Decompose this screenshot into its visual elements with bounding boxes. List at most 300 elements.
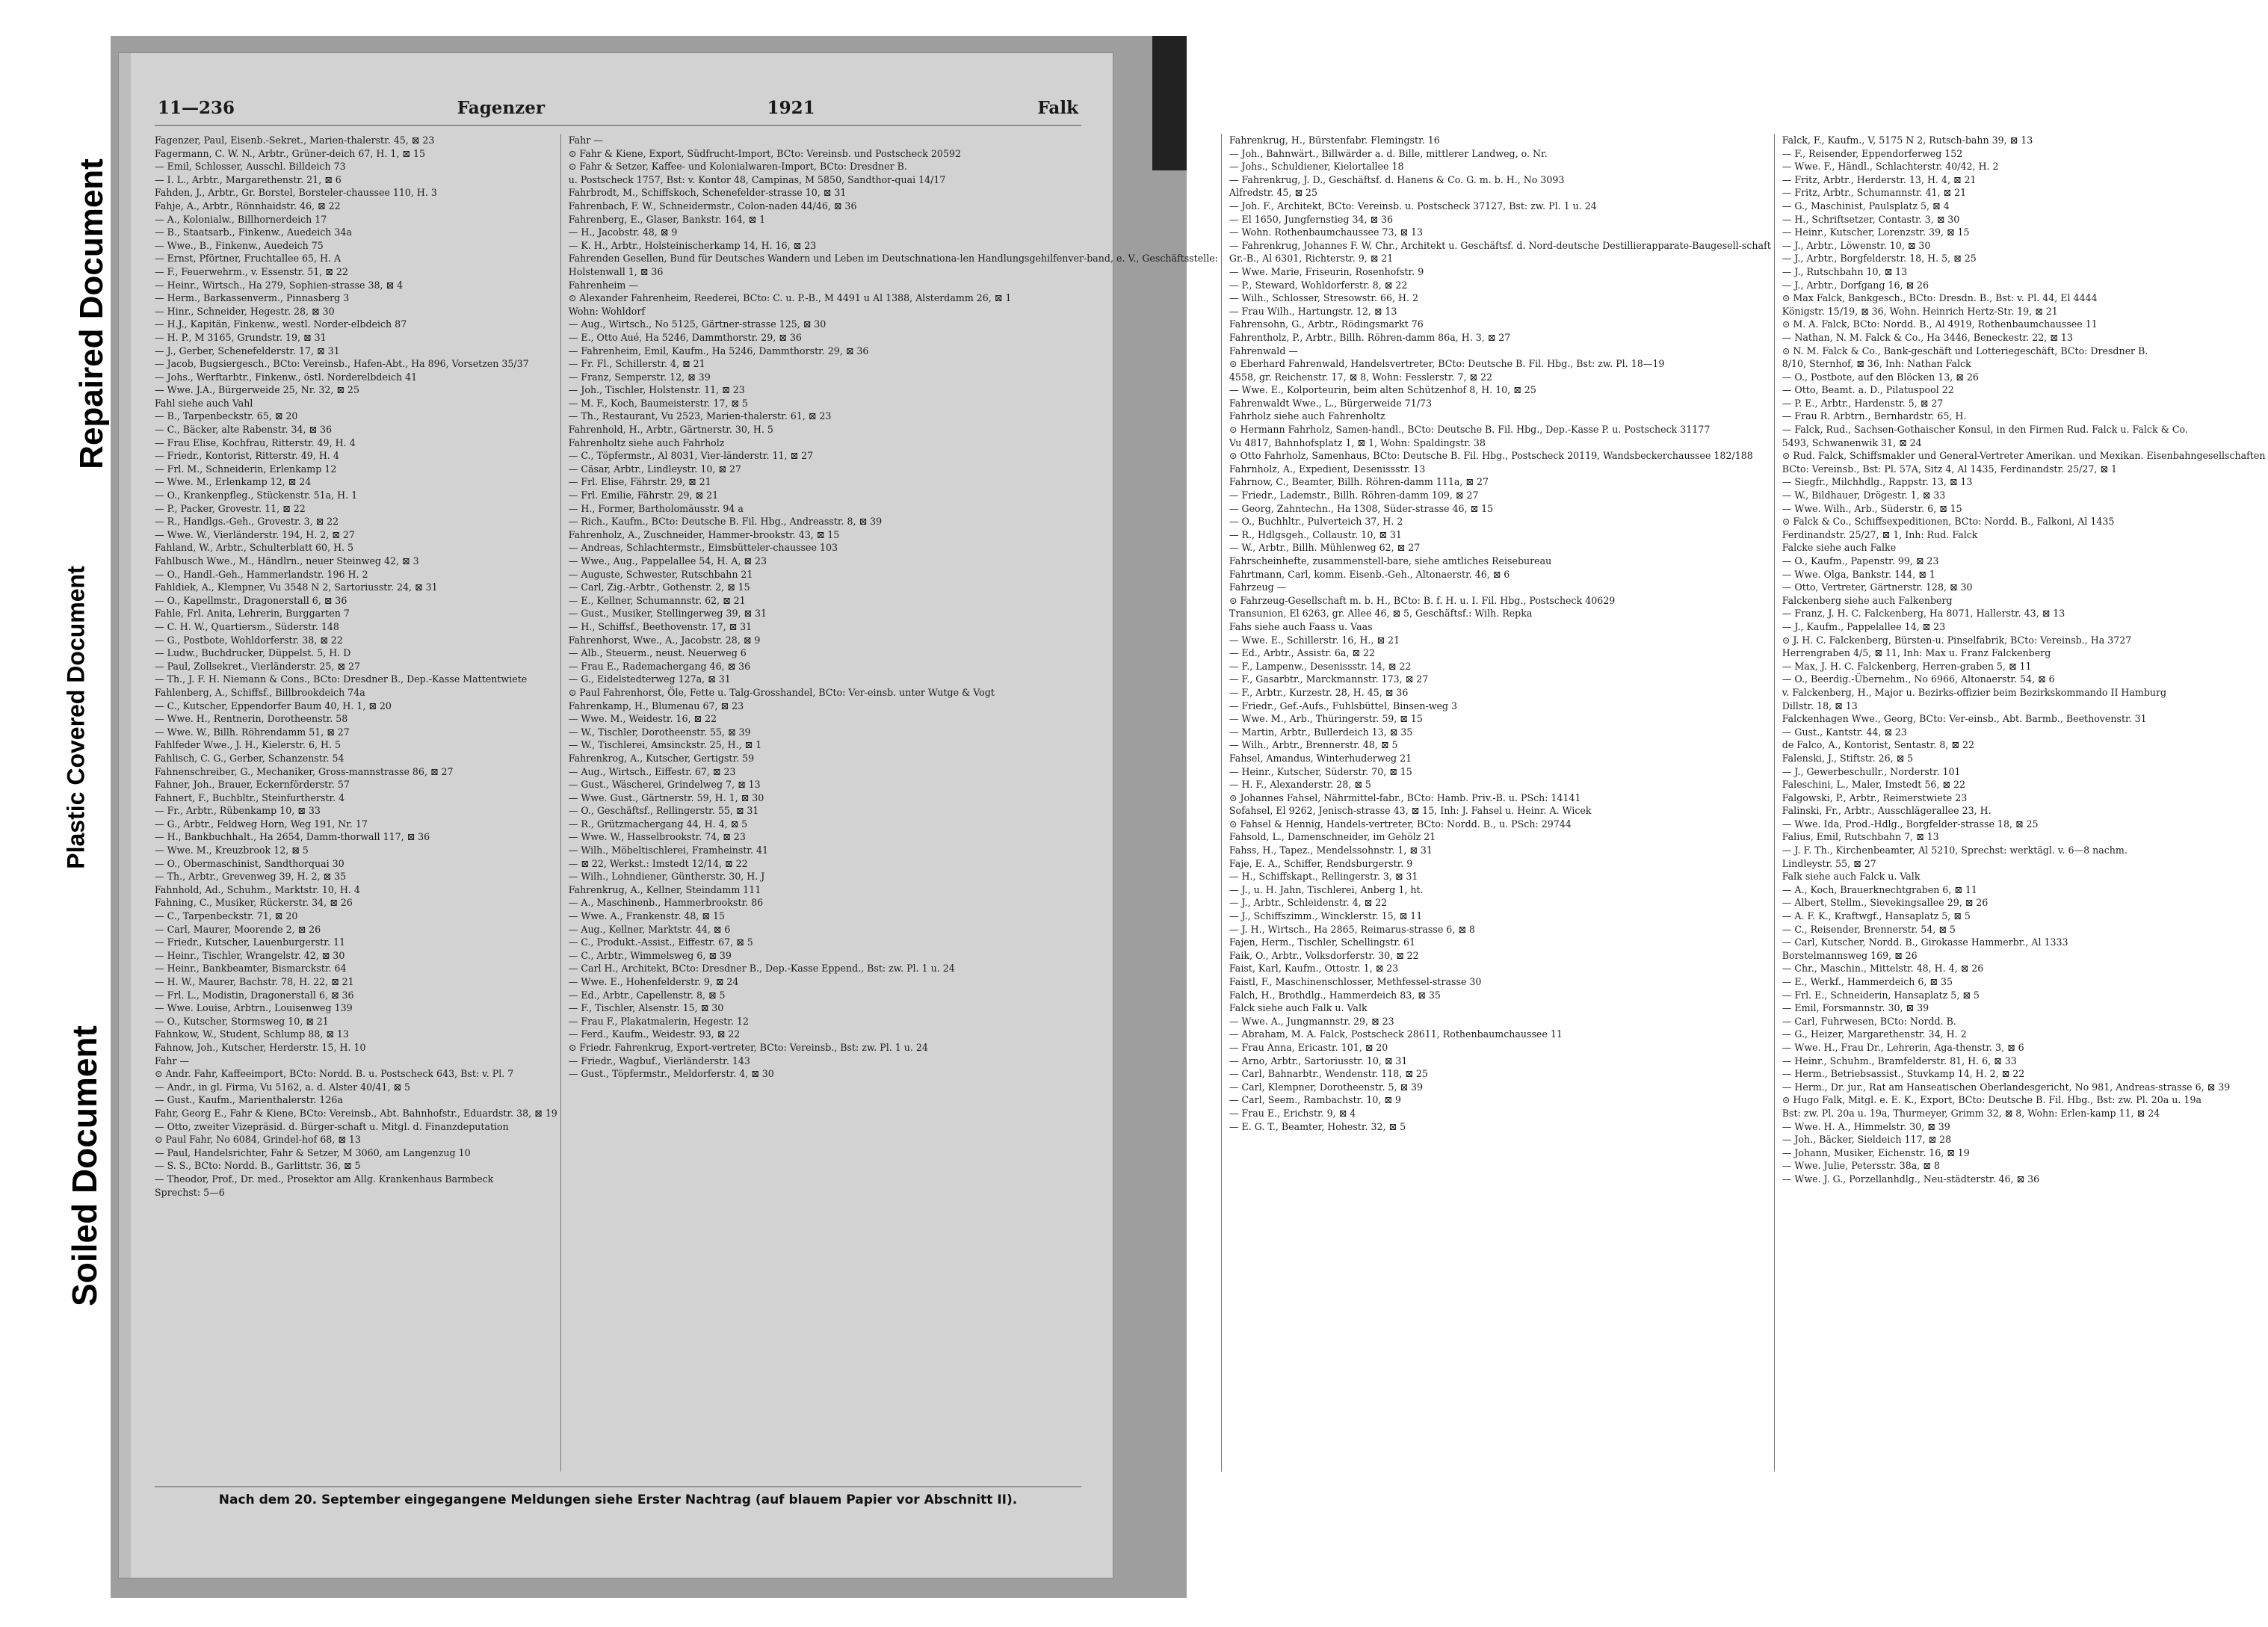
directory-entry: — Th., J. F. H. Niemann & Cons., BCto: Dresdner B., Dep.-Kasse Mattentwiete <box>155 673 528 685</box>
header-year: 1921 <box>767 98 815 118</box>
directory-entry: Fagenzer, Paul, Eisenb.-Sekret., Marien-thalerstr. 45, ⊠ 23 <box>155 135 435 146</box>
directory-entry: — Fahrenkrug, J. D., Geschäftsf. d. Hanens & Co. G. m. b. H., No 3093 <box>1229 173 1565 185</box>
directory-entry: Fahnert, F., Buchbltr., Steinfurtherstr. 4 <box>155 791 345 803</box>
directory-entry: — W., Tischler, Dorotheenstr. 55, ⊠ 39 <box>568 726 751 738</box>
directory-entry: ⊙ Hugo Falk, Mitgl. e. E. K., Export, BCto: Deutsche B. Fil. Hbg., Bst: zw. Pl. 20a u. 19a <box>1782 1094 2201 1106</box>
directory-entry: — Ernst, Pförtner, Fruchtallee 65, H. A <box>155 253 342 265</box>
directory-entry: — Aug., Wirtsch., Eiffestr. 67, ⊠ 23 <box>568 765 736 777</box>
directory-entry: — Friedr., Gef.-Aufs., Fuhlsbüttel, Binsen-weg 3 <box>1229 700 1458 711</box>
directory-entry: Lindleystr. 55, ⊠ 27 <box>1782 857 1876 869</box>
directory-entry: — O., Beerdig.-Übernehm., No 6966, Altonaerstr. 54, ⊠ 6 <box>1782 673 2055 685</box>
directory-entry: — A., Maschinenb., Hammerbrookstr. 86 <box>568 897 764 909</box>
directory-entry: — W., Bildhauer, Drögestr. 1, ⊠ 33 <box>1782 490 1946 501</box>
directory-entry: Fahs siehe auch Faass u. Vaas <box>1229 620 1373 632</box>
directory-entry: — Friedr., Wagbuf., Vierländerstr. 143 <box>568 1055 750 1066</box>
directory-entry: — R., Hdlgsgeh., Collaustr. 10, ⊠ 31 <box>1229 528 1402 540</box>
directory-entry: Fahlenberg, A., Schiffsf., Billbrookdeich 74a <box>155 686 365 698</box>
directory-entry: — Andr., in gl. Firma, Vu 5162, a. d. Alster 40/41, ⊠ 5 <box>155 1081 411 1093</box>
directory-entry: — Aug., Kellner, Marktstr. 44, ⊠ 6 <box>568 923 731 935</box>
directory-entry: Gr.-B., Al 6301, Richterstr. 9, ⊠ 21 <box>1229 253 1394 265</box>
directory-entry: — C., Tarpenbeckstr. 71, ⊠ 20 <box>155 910 298 922</box>
directory-entry: Falckenberg siehe auch Falkenberg <box>1782 594 1953 606</box>
directory-entry: Sprechst: 5—6 <box>155 1186 225 1198</box>
directory-entry: Fajen, Herm., Tischler, Schellingstr. 61 <box>1229 936 1416 948</box>
directory-entry: Fahr, Georg E., Fahr & Kiene, BCto: Vereinsb., Abt. Bahnhofstr., Eduardstr. 38, ⊠ 19 <box>155 1107 557 1119</box>
directory-entry: — Wwe. H., Rentnerin, Dorotheenstr. 58 <box>155 713 348 725</box>
directory-entry: — F., Feuerwehrm., v. Essenstr. 51, ⊠ 22 <box>155 265 348 277</box>
directory-entry: ⊙ Fahr & Setzer, Kaffee- und Kolonialwaren-Import, BCto: Dresdner B. <box>568 161 907 173</box>
directory-entry: — Heinr., Tischler, Wrangelstr. 42, ⊠ 30 <box>155 949 345 961</box>
directory-entry: — Gust., Töpfermstr., Meldorferstr. 4, ⊠ 30 <box>568 1068 774 1080</box>
directory-entry: — Frau E., Erichstr. 9, ⊠ 4 <box>1229 1107 1356 1119</box>
directory-entry: Faje, E. A., Schiffer, Rendsburgerstr. 9 <box>1229 857 1413 869</box>
footer-notice: Nach dem 20. September eingegangene Meldungen siehe Erster Nachtrag (auf blauem Papier vor Abschnitt II). <box>155 1486 1081 1513</box>
directory-entry: Falck, F., Kaufm., V, 5175 N 2, Rutsch-bahn 39, ⊠ 13 <box>1782 135 2033 146</box>
directory-entry: — Cäsar, Arbtr., Lindleystr. 10, ⊠ 27 <box>568 463 741 475</box>
directory-entry: — El 1650, Jungfernstieg 34, ⊠ 36 <box>1229 213 1394 225</box>
directory-entry: Fahrenbach, F. W., Schneidermstr., Colon-naden 44/46, ⊠ 36 <box>568 200 857 212</box>
directory-entry: Fahnow, Joh., Kutscher, Herderstr. 15, H. 10 <box>155 1041 366 1053</box>
directory-entry: — O., Krankenpfleg., Stückenstr. 51a, H. 1 <box>155 490 358 501</box>
directory-entry: — Wwe. Julie, Petersstr. 38a, ⊠ 8 <box>1782 1160 1940 1172</box>
directory-entry: — Friedr., Kontorist, Ritterstr. 49, H. 4 <box>155 450 339 462</box>
directory-entry: — I. L., Arbtr., Margarethenstr. 21, ⊠ 6 <box>155 173 342 185</box>
directory-entry: — Nathan, N. M. Falck & Co., Ha 3446, Beneckestr. 22, ⊠ 13 <box>1782 331 2073 343</box>
directory-entry: — P., Packer, Grovestr. 11, ⊠ 22 <box>155 502 306 514</box>
directory-entry: — Franz, Semperstr. 12, ⊠ 39 <box>568 371 711 383</box>
directory-entry: ⊙ Eberhard Fahrenwald, Handelsvertreter, BCto: Deutsche B. Fil. Hbg., Bst: zw. Pl. 18—19 <box>1229 358 1665 370</box>
directory-entry: — Fahrenkrug, Johannes F. W. Chr., Architekt u. Geschäftsf. d. Nord-deutsche Destillierapparate-Baugesell-schaft <box>1229 239 1771 251</box>
directory-entry: ⊙ Friedr. Fahrenkrug, Export-vertreter, BCto: Vereinsb., Bst: zw. Pl. 1 u. 24 <box>568 1041 928 1053</box>
directory-entry: — ⊠ 22, Werkst.: Imstedt 12/14, ⊠ 22 <box>568 857 748 869</box>
directory-entry: — Wwe. J. G., Porzellanhdlg., Neu-städterstr. 46, ⊠ 36 <box>1782 1173 2040 1185</box>
directory-entry: ⊙ J. H. C. Falckenberg, Bürsten-u. Pinselfabrik, BCto: Vereinsb., Ha 3727 <box>1782 634 2132 646</box>
directory-entry: ⊙ Rud. Falck, Schiffsmakler und General-Vertreter Amerikan. und Mexikan. Eisenbahngesellschaften <box>1782 450 2266 462</box>
plastic-covered-document-label: Plastic Covered Document <box>62 566 90 869</box>
directory-entry: — J., Rutschbahn 10, ⊠ 13 <box>1782 265 1908 277</box>
directory-entry: — F., Reisender, Eppendorferweg 152 <box>1782 147 1963 159</box>
directory-entry: — C., Produkt.-Assist., Eiffestr. 67, ⊠ 5 <box>568 936 753 948</box>
directory-entry: — Wwe. W., Hasselbrookstr. 74, ⊠ 23 <box>568 831 746 843</box>
directory-entry: — Joh., Bahnwärt., Billwärder a. d. Bille, mittlerer Landweg, o. Nr. <box>1229 147 1548 159</box>
directory-entry: Fahrenkamp, H., Blumenau 67, ⊠ 23 <box>568 700 744 711</box>
directory-entry: — J., Kaufm., Pappelallee 14, ⊠ 23 <box>1782 620 1946 632</box>
directory-entry: — S. S., BCto: Nordd. B., Garlittstr. 36, ⊠ 5 <box>155 1160 361 1172</box>
directory-entry: Sofahsel, El 9262, Jenisch-strasse 43, ⊠ 15, Inh: J. Fahsel u. Heinr. A. Wicek <box>1229 805 1592 817</box>
directory-entry: — Herm., Dr. jur., Rat am Hanseatischen Oberlandesgericht, No 981, Andreas-strasse 6, ⊠ 39 <box>1782 1081 2231 1093</box>
directory-entry: — Johann, Musiker, Eichenstr. 16, ⊠ 19 <box>1782 1146 1970 1158</box>
directory-entry: — C., Töpfermstr., Al 8031, Vier-länderstr. 11, ⊠ 27 <box>568 450 814 462</box>
directory-entry: Fahrenholtz siehe auch Fahrholz <box>568 436 725 448</box>
directory-entry: ⊙ Max Falck, Bankgesch., BCto: Dresdn. B., Bst: v. Pl. 44, El 4444 <box>1782 292 2098 304</box>
directory-entry: — Johs., Schuldiener, Kielortallee 18 <box>1229 161 1404 173</box>
directory-entry: — Andreas, Schlachtermstr., Eimsbütteler-chaussee 103 <box>568 542 838 554</box>
directory-entry: — J. H., Wirtsch., Ha 2865, Reimarus-strasse 6, ⊠ 8 <box>1229 923 1475 935</box>
directory-entry: — Wilh., Schlosser, Stresowstr. 66, H. 2 <box>1229 292 1419 304</box>
directory-entry: 4558, gr. Reichenstr. 17, ⊠ 8, Wohn: Fesslerstr. 7, ⊠ 22 <box>1229 371 1492 383</box>
directory-entry: Falck siehe auch Falk u. Valk <box>1229 1002 1368 1014</box>
directory-entry: — Wwe. A., Jungmannstr. 29, ⊠ 23 <box>1229 1015 1394 1027</box>
directory-entry: — Otto, zweiter Vizepräsid. d. Bürger-schaft u. Mitgl. d. Finanzdeputation <box>155 1120 509 1132</box>
directory-entry: — Heinr., Schuhm., Bramfelderstr. 81, H. 6, ⊠ 33 <box>1782 1055 2017 1066</box>
directory-entry: — Fahrenheim, Emil, Kaufm., Ha 5246, Dammthorstr. 29, ⊠ 36 <box>568 345 869 356</box>
directory-entry: — Jacob, Bugsiergesch., BCto: Vereinsb., Hafen-Abt., Ha 896, Vorsetzen 35/37 <box>155 358 529 370</box>
directory-entry: — R., Handlgs.-Geh., Grovestr. 3, ⊠ 22 <box>155 516 339 528</box>
directory-entry: — J., Arbtr., Dorfgang 16, ⊠ 26 <box>1782 279 1929 291</box>
directory-entry: — J., Arbtr., Löwenstr. 10, ⊠ 30 <box>1782 239 1931 251</box>
directory-entry: — Rich., Kaufm., BCto: Deutsche B. Fil. Hbg., Andreasstr. 8, ⊠ 39 <box>568 516 883 528</box>
directory-entry: — B., Tarpenbeckstr. 65, ⊠ 20 <box>155 410 298 422</box>
scanned-page <box>111 36 2266 1598</box>
directory-entry: Fahrenkrog, A., Kutscher, Gertigstr. 59 <box>568 752 755 764</box>
directory-entry: — W., Arbtr., Billh. Mühlenweg 62, ⊠ 27 <box>1229 542 1421 554</box>
directory-entry: de Falco, A., Kontorist, Sentastr. 8, ⊠ 22 <box>1782 739 1974 751</box>
directory-entry: — Frl. L., Modistin, Dragonerstall 6, ⊠ 36 <box>155 989 354 1001</box>
directory-entry: ⊙ Fahsel & Hennig, Handels-vertreter, BCto: Nordd. B., u. PSch: 29744 <box>1229 818 1572 830</box>
directory-entry: — Friedr., Lademstr., Billh. Röhren-damm 109, ⊠ 27 <box>1229 490 1479 501</box>
directory-entry: — Auguste, Schwester, Rutschbahn 21 <box>568 568 753 580</box>
directory-entry: — H., Schiffskapt., Rellingerstr. 3, ⊠ 31 <box>1229 871 1418 883</box>
directory-entry: ⊙ N. M. Falck & Co., Bank-geschäft und Lotteriegeschäft, BCto: Dresdner B. <box>1782 345 2148 356</box>
directory-entry: Fahrscheinhefte, zusammenstell-bare, siehe amtliches Reisebureau <box>1229 555 1552 566</box>
directory-entry: — Wwe. Marie, Friseurin, Rosenhofstr. 9 <box>1229 265 1424 277</box>
directory-entry: Fahner, Joh., Brauer, Eckernförderstr. 57 <box>155 779 350 791</box>
directory-entry: — J., Arbtr., Borgfelderstr. 18, H. 5, ⊠ 25 <box>1782 253 1977 265</box>
directory-entry: — Fr. Fl., Schillerstr. 4, ⊠ 21 <box>568 358 705 370</box>
directory-entry: — F., Gasarbtr., Marckmannstr. 173, ⊠ 27 <box>1229 673 1429 685</box>
column-1 <box>155 134 561 1472</box>
directory-entry: Fagermann, C. W. N., Arbtr., Grüner-deich 67, H. 1, ⊠ 15 <box>155 147 426 159</box>
directory-entry: — C., Arbtr., Wimmelsweg 6, ⊠ 39 <box>568 949 732 961</box>
directory-entry: Fahsold, L., Damenschneider, im Gehölz 21 <box>1229 831 1436 843</box>
directory-entry: — Joh. F., Architekt, BCto: Vereinsb. u. Postscheck 37127, Bst: zw. Pl. 1 u. 24 <box>1229 200 1597 212</box>
directory-entry: — O., Kapellmstr., Dragonerstall 6, ⊠ 36 <box>155 594 347 606</box>
repaired-document-label: Repaired Document <box>73 158 110 469</box>
directory-entry: ⊙ Hermann Fahrholz, Samen-handl., BCto: Deutsche B. Fil. Hbg., Dep.-Kasse P. u. Postscheck 31177 <box>1229 424 1711 436</box>
directory-entry: — Falck, Rud., Sachsen-Gothaischer Konsul, in den Firmen Rud. Falck u. Falck & Co. <box>1782 424 2188 436</box>
directory-entry: — Wwe. W., Vierländerstr. 194, H. 2, ⊠ 27 <box>155 528 355 540</box>
directory-entry: — Frau E., Rademachergang 46, ⊠ 36 <box>568 660 751 672</box>
directory-entry: — Heinr., Kutscher, Lorenzstr. 39, ⊠ 15 <box>1782 226 1970 238</box>
directory-entry: Falgowski, P., Arbtr., Reimerstwiete 23 <box>1782 791 1968 803</box>
directory-entry: — Herm., Betriebsassist., Stuvkamp 14, H. 2, ⊠ 22 <box>1782 1068 2025 1080</box>
directory-entry: — Wwe. F., Händl., Schlachterstr. 40/42, H. 2 <box>1782 161 1999 173</box>
directory-entry: Fahrtmann, Carl, komm. Eisenb.-Geh., Altonaerstr. 46, ⊠ 6 <box>1229 568 1510 580</box>
page-binding-edge <box>119 53 131 1578</box>
directory-entry: Falius, Emil, Rutschbahn 7, ⊠ 13 <box>1782 831 1939 843</box>
directory-entry: BCto: Vereinsb., Bst: Pl. 57A, Sitz 4, Al 1435, Ferdinandstr. 25/27, ⊠ 1 <box>1782 463 2117 475</box>
directory-entry: Fahle, Frl. Anita, Lehrerin, Burggarten 7 <box>155 608 350 620</box>
directory-entry: — O., Kaufm., Papenstr. 99, ⊠ 23 <box>1782 555 1939 566</box>
directory-entry: — Gust., Kantstr. 44, ⊠ 23 <box>1782 726 1907 738</box>
directory-entry: — Emil, Schlosser, Ausschl. Billdeich 73 <box>155 161 346 173</box>
directory-entry: — Wilh., Arbtr., Brennerstr. 48, ⊠ 5 <box>1229 739 1398 751</box>
directory-entry: Fahden, J., Arbtr., Gr. Borstel, Borsteler-chaussee 110, H. 3 <box>155 187 437 199</box>
directory-entry: — Wwe. M., Arb., Thüringerstr. 59, ⊠ 15 <box>1229 713 1423 725</box>
directory-entry: Fahr — <box>155 1055 190 1066</box>
directory-entry: — H. W., Maurer, Bachstr. 78, H. 22, ⊠ 21 <box>155 976 354 987</box>
directory-entry: Fahnenschreiber, G., Mechaniker, Gross-mannstrasse 86, ⊠ 27 <box>155 765 454 777</box>
directory-entry: — O., Buchhltr., Pulverteich 37, H. 2 <box>1229 516 1403 528</box>
directory-entry: — Carl, Kutscher, Nordd. B., Girokasse Hammerbr., Al 1333 <box>1782 936 2068 948</box>
directory-entry: — Wwe. Olga, Bankstr. 144, ⊠ 1 <box>1782 568 1935 580</box>
directory-entry: — A., Koch, Brauerknechtgraben 6, ⊠ 11 <box>1782 883 1977 895</box>
directory-entry: — Fritz, Arbtr., Schumannstr. 41, ⊠ 21 <box>1782 187 1967 199</box>
directory-entry: ⊙ Fahrzeug-Gesellschaft m. b. H., BCto: B. f. H. u. I. Fil. Hbg., Postscheck 40629 <box>1229 594 1616 606</box>
directory-entry: — Wwe. A., Frankenstr. 48, ⊠ 15 <box>568 910 725 922</box>
directory-entry: — B., Staatsarb., Finkenw., Auedeich 34a <box>155 226 352 238</box>
directory-entry: — Carl, Zig.-Arbtr., Gothenstr. 2, ⊠ 15 <box>568 581 750 593</box>
directory-entry: — Abraham, M. A. Falck, Postscheck 28611, Rothenbaumchaussee 11 <box>1229 1028 1563 1040</box>
directory-entry: ⊙ Alexander Fahrenheim, Reederei, BCto: C. u. P.-B., M 4491 u Al 1388, Alsterdamm 26, ⊠ 1 <box>568 292 1012 304</box>
directory-entry: — O., Kutscher, Stormsweg 10, ⊠ 21 <box>155 1015 329 1027</box>
directory-entry: — Max, J. H. C. Falckenberg, Herren-graben 5, ⊠ 11 <box>1782 660 2032 672</box>
directory-entry: — Wwe. H. A., Himmelstr. 30, ⊠ 39 <box>1782 1120 1950 1132</box>
directory-entry: Fahrbrodt, M., Schiffskoch, Schenefelder-strasse 10, ⊠ 31 <box>568 187 847 199</box>
directory-entry: — W., Tischlerei, Amsinckstr. 25, H., ⊠ 1 <box>568 739 762 751</box>
directory-entry: — A., Kolonialw., Billhornerdeich 17 <box>155 213 327 225</box>
directory-entry: — H.J., Kapitän, Finkenw., westl. Norder-elbdeich 87 <box>155 318 407 330</box>
directory-entry: — G., Arbtr., Feldweg Horn, Weg 191, Nr. 17 <box>155 818 368 830</box>
directory-entry: — Frau R. Arbtrn., Bernhardstr. 65, H. <box>1782 410 1967 422</box>
directory-entry: — Wwe., Aug., Pappelallee 54, H. A, ⊠ 23 <box>568 555 767 566</box>
directory-entry: Fahrenhold, H., Arbtr., Gärtnerstr. 30, H. 5 <box>568 424 773 436</box>
directory-entry: Fahrenwald — <box>1229 345 1298 356</box>
directory-entry: Falk siehe auch Falck u. Valk <box>1782 871 1921 883</box>
header-right-word: Falk <box>1037 98 1078 118</box>
directory-entry: — Ludw., Buchdrucker, Düppelst. 5, H. D <box>155 647 351 659</box>
header-left-word: Fagenzer <box>457 98 545 118</box>
directory-entry: Herrengraben 4/5, ⊠ 11, Inh: Max u. Franz Falckenberg <box>1782 647 2051 659</box>
directory-entry: — M. F., Koch, Baumeisterstr. 17, ⊠ 5 <box>568 397 748 409</box>
directory-entry: Fahje, A., Arbtr., Rönnhaidstr. 46, ⊠ 22 <box>155 200 341 212</box>
directory-entry: — Wwe. W., Billh. Röhrendamm 51, ⊠ 27 <box>155 726 350 738</box>
directory-entry: — J. F. Th., Kirchenbeamter, Al 5210, Sprechst: werktägl. v. 6—8 nachm. <box>1782 845 2128 856</box>
directory-entry: Falenski, J., Stiftstr. 26, ⊠ 5 <box>1782 752 1914 764</box>
directory-entry: — Otto, Beamt. a. D., Pilatuspool 22 <box>1782 384 1954 396</box>
directory-entry: — Wwe. J.A., Bürgerweide 25, Nr. 32, ⊠ 25 <box>155 384 359 396</box>
directory-entry: — Wwe. Gust., Gärtnerstr. 59, H. 1, ⊠ 30 <box>568 791 764 803</box>
directory-entry: Faist, Karl, Kaufm., Ottostr. 1, ⊠ 23 <box>1229 963 1399 975</box>
directory-page <box>118 52 2266 1578</box>
directory-entry: — Aug., Wirtsch., No 5125, Gärtner-strasse 125, ⊠ 30 <box>568 318 826 330</box>
directory-entry: — F., Lampenw., Desenissstr. 14, ⊠ 22 <box>1229 660 1412 672</box>
directory-entry: — Carl, Maurer, Moorende 2, ⊠ 26 <box>155 923 321 935</box>
directory-entry: — E., Kellner, Schumannstr. 62, ⊠ 21 <box>568 594 746 606</box>
directory-entry: — Georg, Zahntechn., Ha 1308, Süder-strasse 46, ⊠ 15 <box>1229 502 1494 514</box>
directory-entry: — Hinr., Schneider, Hegestr. 28, ⊠ 30 <box>155 305 335 317</box>
directory-entry: — Wwe. Wilh., Arb., Süderstr. 6, ⊠ 15 <box>1782 502 1962 514</box>
directory-entry: Fahl siehe auch Vahl <box>155 397 253 409</box>
directory-entry: Holstenwall 1, ⊠ 36 <box>568 265 664 277</box>
directory-entry: Königstr. 15/19, ⊠ 36, Wohn. Heinrich Hertz-Str. 19, ⊠ 21 <box>1782 305 2058 317</box>
directory-entry: — Chr., Maschin., Mittelstr. 48, H. 4, ⊠ 26 <box>1782 963 1984 975</box>
column-4 <box>1782 134 2268 1472</box>
directory-entry: Fahland, W., Arbtr., Schulterblatt 60, H. 5 <box>155 542 354 554</box>
directory-entry: — Carl, Klempner, Dorotheenstr. 5, ⊠ 39 <box>1229 1081 1424 1093</box>
directory-entry: ⊙ Otto Fahrholz, Samenhaus, BCto: Deutsche B. Fil. Hbg., Postscheck 20119, Wandsbeckerchaussee 182/188 <box>1229 450 1753 462</box>
directory-entry: Faik, O., Arbtr., Volksdorferstr. 30, ⊠ 22 <box>1229 949 1419 961</box>
directory-entry: — Otto, Vertreter, Gärtnerstr. 128, ⊠ 30 <box>1782 581 1973 593</box>
directory-entry: Fahrenhorst, Wwe., A., Jacobstr. 28, ⊠ 9 <box>568 634 761 646</box>
directory-entry: — Wwe. E., Hohenfelderstr. 9, ⊠ 24 <box>568 976 739 987</box>
soiled-document-label: Soiled Document <box>65 1025 104 1306</box>
directory-entry: Bst: zw. Pl. 20a u. 19a, Thurmeyer, Grimm 32, ⊠ 8, Wohn: Erlen-kamp 11, ⊠ 24 <box>1782 1107 2160 1119</box>
directory-entry: — Th., Arbtr., Grevenweg 39, H. 2, ⊠ 35 <box>155 871 347 883</box>
directory-entry: — Ed., Arbtr., Capellenstr. 8, ⊠ 5 <box>568 989 726 1001</box>
directory-columns <box>155 134 2266 1472</box>
directory-entry: — O., Obermaschinist, Sandthorquai 30 <box>155 857 344 869</box>
directory-entry: — Wwe. Ida, Prod.-Hdlg., Borgfelder-strasse 18, ⊠ 25 <box>1782 818 2039 830</box>
directory-entry: — Fritz, Arbtr., Herderstr. 13, H. 4, ⊠ 21 <box>1782 173 1977 185</box>
directory-entry: Falckenhagen Wwe., Georg, BCto: Ver-einsb., Abt. Barmb., Beethovenstr. 31 <box>1782 713 2147 725</box>
directory-entry: — Heinr., Wirtsch., Ha 279, Sophien-strasse 38, ⊠ 4 <box>155 279 404 291</box>
directory-entry: — Frl. Elise, Fährstr. 29, ⊠ 21 <box>568 476 711 488</box>
directory-entry: — Joh., Bäcker, Sieldeich 117, ⊠ 28 <box>1782 1134 1952 1146</box>
directory-entry: — A. F. K., Kraftwgf., Hansaplatz 5, ⊠ 5 <box>1782 910 1971 922</box>
directory-entry: — Ferd., Kaufm., Weidestr. 93, ⊠ 22 <box>568 1028 741 1040</box>
directory-entry: ⊙ Fahr & Kiene, Export, Südfrucht-Import, BCto: Vereinsb. und Postscheck 20592 <box>568 147 961 159</box>
directory-entry: Fahning, C., Musiker, Rückerstr. 34, ⊠ 26 <box>155 897 353 909</box>
directory-entry: Alfredstr. 45, ⊠ 25 <box>1229 187 1318 199</box>
directory-entry: — J., Gerber, Schenefelderstr. 17, ⊠ 31 <box>155 345 340 356</box>
directory-entry: Fahrzeug — <box>1229 581 1287 593</box>
directory-entry: — Frau Elise, Kochfrau, Ritterstr. 49, H. 4 <box>155 436 356 448</box>
directory-entry: — Wwe. M., Weidestr. 16, ⊠ 22 <box>568 713 717 725</box>
directory-entry: Falch, H., Brothdlg., Hammerdeich 83, ⊠ 35 <box>1229 989 1441 1001</box>
directory-entry: — Frau Wilh., Hartungstr. 12, ⊠ 13 <box>1229 305 1397 317</box>
directory-entry: — Carl H., Architekt, BCto: Dresdner B., Dep.-Kasse Eppend., Bst: zw. Pl. 1 u. 24 <box>568 963 955 975</box>
directory-entry: — P. E., Arbtr., Hardenstr. 5, ⊠ 27 <box>1782 397 1944 409</box>
directory-entry: u. Postscheck 1757, Bst: v. Kontor 48, Campinas, M 5850, Sandthor-quai 14/17 <box>568 173 946 185</box>
directory-entry: ⊙ M. A. Falck, BCto: Nordd. B., Al 4919, Rothenbaumchaussee 11 <box>1782 318 2098 330</box>
directory-entry: — E., Otto Aué, Ha 5246, Dammthorstr. 29, ⊠ 36 <box>568 331 802 343</box>
directory-entry: Fahnhold, Ad., Schuhm., Marktstr. 10, H. 4 <box>155 883 360 895</box>
directory-entry: — E. G. T., Beamter, Hohestr. 32, ⊠ 5 <box>1229 1120 1406 1132</box>
directory-entry: — J., Arbtr., Schleidenstr. 4, ⊠ 22 <box>1229 897 1388 909</box>
directory-entry: — H., Jacobstr. 48, ⊠ 9 <box>568 226 678 238</box>
directory-entry: Falinski, Fr., Arbtr., Ausschlägerallee 23, H. <box>1782 805 1992 817</box>
directory-entry: ⊙ Paul Fahrenhorst, Öle, Fette u. Talg-Grosshandel, BCto: Ver-einsb. unter Wutge & Vogt <box>568 686 995 698</box>
directory-entry: Fahr — <box>568 135 603 146</box>
directory-entry: — R., Grützmachergang 44, H. 4, ⊠ 5 <box>568 818 748 830</box>
directory-entry: — O., Handl.-Geh., Hammerlandstr. 196 H. 2 <box>155 568 368 580</box>
directory-entry: Fahrholz siehe auch Fahrenholtz <box>1229 410 1385 422</box>
column-2 <box>569 134 1222 1472</box>
page-number: 11—236 <box>158 98 235 118</box>
directory-entry: — Johs., Werftarbtr., Finkenw., östl. Norderelbdeich 41 <box>155 371 418 383</box>
directory-entry: — H., Former, Bartholomäusstr. 94 a <box>568 502 744 514</box>
directory-entry: — Franz, J. H. C. Falckenberg, Ha 8071, Hallerstr. 43, ⊠ 13 <box>1782 608 2065 620</box>
directory-entry: Dillstr. 18, ⊠ 13 <box>1782 700 1858 711</box>
directory-entry: — Wwe. M., Erlenkamp 12, ⊠ 24 <box>155 476 312 488</box>
directory-entry: — G., Heizer, Margarethenstr. 34, H. 2 <box>1782 1028 1967 1040</box>
directory-entry: — H. P., M 3165, Grundstr. 19, ⊠ 31 <box>155 331 327 343</box>
directory-entry: Fahlfeder Wwe., J. H., Kielerstr. 6, H. 5 <box>155 739 342 751</box>
directory-entry: — Carl, Fuhrwesen, BCto: Nordd. B. <box>1782 1015 1956 1027</box>
directory-entry: — Gust., Kaufm., Marienthalerstr. 126a <box>155 1094 343 1106</box>
directory-entry: — O., Postbote, auf den Blöcken 13, ⊠ 26 <box>1782 371 1979 383</box>
directory-entry: — Theodor, Prof., Dr. med., Prosektor am Allg. Krankenhaus Barmbeck <box>155 1173 494 1185</box>
directory-entry: — Wilh., Möbeltischlerei, Framheinstr. 41 <box>568 845 769 856</box>
directory-entry: — Carl, Bahnarbtr., Wendenstr. 118, ⊠ 25 <box>1229 1068 1428 1080</box>
directory-entry: Fahrnow, C., Beamter, Billh. Röhren-damm 111a, ⊠ 27 <box>1229 476 1489 488</box>
directory-entry: — Arno, Arbtr., Sartoriusstr. 10, ⊠ 31 <box>1229 1055 1408 1066</box>
directory-entry: — Siegfr., Milchhdlg., Rappstr. 13, ⊠ 13 <box>1782 476 1973 488</box>
directory-entry: — Wwe., B., Finkenw., Auedeich 75 <box>155 239 324 251</box>
directory-entry: — Carl, Seem., Rambachstr. 10, ⊠ 9 <box>1229 1094 1401 1106</box>
directory-entry: — J., u. H. Jahn, Tischlerei, Anberg 1, ht. <box>1229 883 1424 895</box>
directory-entry: 5493, Schwanenwik 31, ⊠ 24 <box>1782 436 1922 448</box>
directory-entry: — C., Kutscher, Eppendorfer Baum 40, H. 1, ⊠ 20 <box>155 700 392 711</box>
directory-entry: — C., Reisender, Brennerstr. 54, ⊠ 5 <box>1782 923 1956 935</box>
directory-entry: — Heinr., Bankbeamter, Bismarckstr. 64 <box>155 963 347 975</box>
directory-entry: v. Falckenberg, H., Major u. Bezirks-offizier beim Bezirkskommando II Hamburg <box>1782 686 2167 698</box>
directory-entry: — J., Gewerbeschullr., Norderstr. 101 <box>1782 765 1961 777</box>
directory-entry: — J., Schiffszimm., Wincklerstr. 15, ⊠ 11 <box>1229 910 1423 922</box>
directory-entry: — G., Maschinist, Paulsplatz 5, ⊠ 4 <box>1782 200 1950 212</box>
directory-entry: Fahrenheim — <box>568 279 638 291</box>
directory-entry: ⊙ Falck & Co., Schiffsexpeditionen, BCto: Nordd. B., Falkoni, Al 1435 <box>1782 516 2115 528</box>
directory-entry: — C., Bäcker, alte Rabenstr. 34, ⊠ 36 <box>155 424 333 436</box>
directory-entry: Fahrenkrug, H., Bürstenfabr. Flemingstr. 16 <box>1229 135 1440 146</box>
directory-entry: — H., Schriftsetzer, Contastr. 3, ⊠ 30 <box>1782 213 1960 225</box>
directory-entry: — P., Steward, Wohldorferstr. 8, ⊠ 22 <box>1229 279 1408 291</box>
directory-entry: — Martin, Arbtr., Bullerdeich 13, ⊠ 35 <box>1229 726 1413 738</box>
directory-entry: Ferdinandstr. 25/27, ⊠ 1, Inh: Rud. Falck <box>1782 528 1978 540</box>
directory-entry: Fahrentholz, P., Arbtr., Billh. Röhren-damm 86a, H. 3, ⊠ 27 <box>1229 331 1511 343</box>
directory-entry: — Wwe. E., Kolporteurin, beim alten Schützenhof 8, H. 10, ⊠ 25 <box>1229 384 1536 396</box>
directory-entry: Fahrenwaldt Wwe., L., Bürgerweide 71/73 <box>1229 397 1433 409</box>
directory-entry: — Frau Anna, Ericastr. 101, ⊠ 20 <box>1229 1041 1388 1053</box>
directory-entry: Fahrenkrug, A., Kellner, Steindamm 111 <box>568 883 761 895</box>
directory-entry: Fahrenholz, A., Zuschneider, Hammer-brookstr. 43, ⊠ 15 <box>568 528 840 540</box>
page-header <box>155 98 1081 126</box>
directory-entry: Fahss, H., Tapez., Mendelssohnstr. 1, ⊠ 31 <box>1229 845 1433 856</box>
directory-entry: — Fr., Arbtr., Rübenkamp 10, ⊠ 33 <box>155 805 321 817</box>
directory-entry: — C. H. W., Quartiersm., Süderstr. 148 <box>155 620 339 632</box>
directory-entry: — Gust., Wäscherei, Grindelweg 7, ⊠ 13 <box>568 779 761 791</box>
directory-entry: — Frl. E., Schneiderin, Hansaplatz 5, ⊠ 5 <box>1782 989 1980 1001</box>
directory-entry: — Wwe. M., Kreuzbrook 12, ⊠ 5 <box>155 845 309 856</box>
directory-entry: Faleschini, L., Maler, Imstedt 56, ⊠ 22 <box>1782 779 1965 791</box>
directory-entry: Falcke siehe auch Falke <box>1782 542 1897 554</box>
directory-entry: ⊙ Andr. Fahr, Kaffeeimport, BCto: Nordd. B. u. Postscheck 643, Bst: v. Pl. 7 <box>155 1068 514 1080</box>
side-labels <box>0 0 112 1627</box>
column-3 <box>1229 134 1775 1472</box>
directory-entry: — Joh., Tischler, Holstenstr. 11, ⊠ 23 <box>568 384 745 396</box>
directory-entry: — Paul, Zollsekret., Vierländerstr. 25, ⊠ 27 <box>155 660 360 672</box>
directory-entry: — Wohn. Rothenbaumchaussee 73, ⊠ 13 <box>1229 226 1424 238</box>
directory-entry: — Wwe. E., Schillerstr. 16, H., ⊠ 21 <box>1229 634 1400 646</box>
directory-entry: Fahrensohn, G., Arbtr., Rödingsmarkt 76 <box>1229 318 1424 330</box>
directory-entry: — Alb., Steuerm., neust. Neuerweg 6 <box>568 647 747 659</box>
directory-entry: — Ed., Arbtr., Assistr. 6a, ⊠ 22 <box>1229 647 1375 659</box>
directory-entry: — Wwe. H., Frau Dr., Lehrerin, Aga-thenstr. 3, ⊠ 6 <box>1782 1041 2024 1053</box>
directory-entry: ⊙ Paul Fahr, No 6084, Grindel-hof 68, ⊠ 13 <box>155 1134 361 1146</box>
directory-entry: — Frl. Emilie, Fährstr. 29, ⊠ 21 <box>568 490 719 501</box>
directory-entry: Wohn: Wohldorf <box>568 305 646 317</box>
directory-entry: — G., Eidelstedterweg 127a, ⊠ 31 <box>568 673 731 685</box>
directory-entry: — O., Geschäftsf., Rellingerstr. 55, ⊠ 31 <box>568 805 759 817</box>
directory-entry: — Wilh., Lohndiener, Güntherstr. 30, H. J <box>568 871 765 883</box>
directory-entry: — K. H., Arbtr., Holsteinischerkamp 14, H. 16, ⊠ 23 <box>568 239 817 251</box>
directory-entry: — H., Bankbuchhalt., Ha 2654, Damm-thorwall 117, ⊠ 36 <box>155 831 430 843</box>
directory-entry: Fahrenberg, E., Glaser, Bankstr. 164, ⊠ 1 <box>568 213 766 225</box>
directory-entry: — Th., Restaurant, Vu 2523, Marien-thalerstr. 61, ⊠ 23 <box>568 410 832 422</box>
directory-entry: — Emil, Forsmannstr. 30, ⊠ 39 <box>1782 1002 1929 1014</box>
directory-entry: — G., Postbote, Wohldorferstr. 38, ⊠ 22 <box>155 634 343 646</box>
